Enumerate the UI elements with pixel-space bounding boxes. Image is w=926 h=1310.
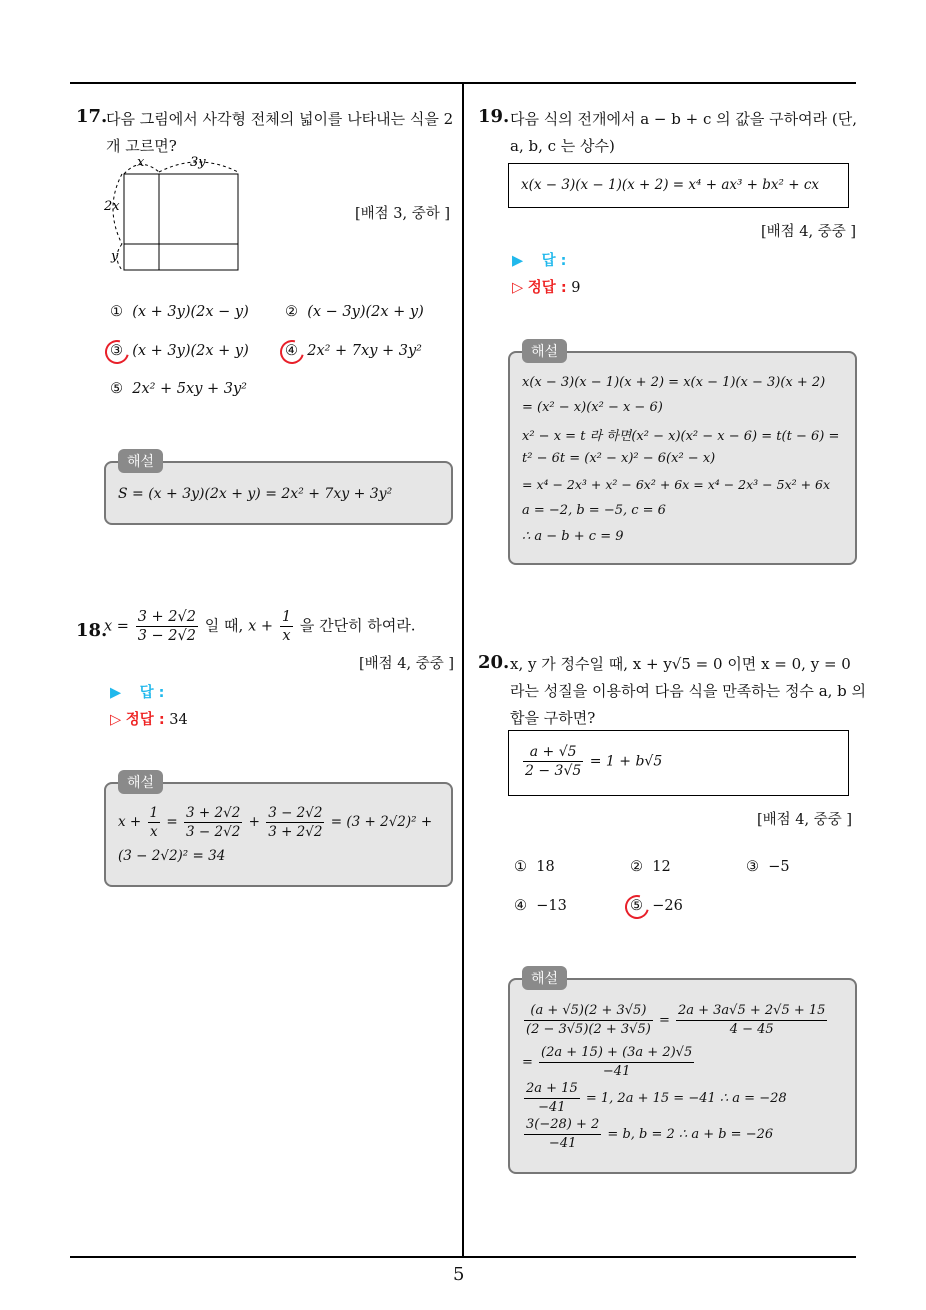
frac-den: 2 − 3√5 [525,763,582,779]
answer-label: 답 : [139,685,165,701]
explanation-box-18 [104,775,453,887]
frac-num: a + √5 [529,744,577,760]
choice-num: ③ [746,859,759,875]
explanation-line-7: ∴ a − b + c = 9 [522,529,624,544]
frac-num: 3 + 2√2 [137,609,197,625]
exp-one-over-x [148,804,161,841]
choice-expr: 2x² + 7xy + 3y² [307,343,422,359]
triangle-outline-icon: ▷ [512,280,524,296]
frac-den: −41 [539,1062,694,1081]
question-text-20-line2: 라는 성질을 이용하여 다음 식을 만족하는 정수 a, b 의 [510,682,867,700]
play-icon: ▶ [512,253,524,269]
figure-label-2x: 2x [104,199,120,214]
frac-den: x [280,626,293,645]
choice-num: ① [110,304,123,320]
q18-one-over-x [280,608,293,645]
box-fraction [523,743,583,780]
q18-expr-lead: x + [248,618,274,635]
correct-label: 정답 : [125,712,165,728]
exp-eq: = [658,1013,670,1028]
correct-line-19 [512,276,580,297]
explanation-tab: 해설 [118,770,163,794]
explanation-box-17 [104,454,453,525]
answer-circle-17-4 [276,336,309,369]
question-number-18: 18. [76,620,108,641]
exp-frac-left [524,1002,653,1039]
box-rhs: = 1 + b√5 [589,753,663,770]
q18-mid-text: 일 때, [204,616,244,635]
choice-expr: (x + 3y)(2x − y) [132,304,249,320]
question-number-20: 20. [478,652,510,673]
choice-17-4[interactable] [285,343,422,359]
choice-expr: (x − 3y)(2x + y) [307,304,424,320]
question-number-17: 17. [76,106,108,127]
question-text-17-line1: 다음 그림에서 사각형 전체의 넓이를 나타내는 식을 2 [106,110,454,128]
frac-den: 3 − 2√2 [186,824,241,840]
exp-frac2 [266,804,324,841]
correct-value: 34 [169,712,188,728]
exp-eq: = [166,814,178,830]
choice-expr: −5 [768,859,790,875]
frac-num: (2a + 15) + (3a + 2)√5 [541,1045,693,1060]
question-text-19-line1: 다음 식의 전개에서 a − b + c 의 값을 구하여라 (단, [510,110,857,128]
answer-label: 답 : [541,253,567,269]
exp-frac [524,1080,580,1117]
explanation-tab: 해설 [522,339,567,363]
equation-box-19 [508,163,849,208]
frac-den: −41 [524,1098,580,1117]
explanation-box-20 [508,971,857,1174]
choice-expr: (x + 3y)(2x + y) [132,343,249,359]
choice-20-3[interactable] [746,859,790,875]
explanation-line-6: a = −2, b = −5, c = 6 [522,503,666,518]
exp-eq: = [522,1055,533,1070]
exp-frac-right [676,1002,827,1039]
correct-label: 정답 : [527,280,567,296]
choice-num: ④ [285,343,298,359]
choice-17-1[interactable] [110,304,249,320]
exp-lead: x + [118,814,142,830]
question-text-19-line2: a, b, c 는 상수) [510,137,615,155]
choice-17-3[interactable] [110,343,249,359]
exp-tail: = (3 + 2√2)² + [330,814,433,830]
choice-20-1[interactable] [514,859,555,875]
bottom-rule [70,1256,856,1258]
explanation-line-2: = (x² − x)(x² − x − 6) [522,400,663,415]
choice-expr: 12 [652,859,671,875]
frac-num: 2a + 3a√5 + 2√5 + 15 [677,1003,826,1018]
frac-den: −41 [524,1134,601,1153]
frac-den: x [148,822,161,841]
question-text-18 [104,608,416,645]
choice-num: ② [630,859,643,875]
choice-expr: 18 [536,859,555,875]
explanation-tab: 해설 [118,449,163,473]
choice-20-4[interactable] [514,898,567,914]
explanation-line-1 [118,804,432,841]
answer-line-18[interactable] [110,681,164,702]
explanation-line-1 [522,1002,829,1039]
explanation-tab: 해설 [522,966,567,990]
question-text-20-line3: 합을 구하면? [510,709,596,727]
score-20: [배점 4, 중중 ] [756,812,852,828]
choice-20-2[interactable] [630,859,671,875]
explanation-line-3 [522,1080,787,1117]
explanation-line-2: (3 − 2√2)² = 34 [118,848,226,864]
rectangle-figure [100,150,250,275]
exp-frac [524,1116,601,1153]
frac-num: 1 [281,609,292,625]
q18-tail-text: 을 간단히 하여라. [299,616,416,635]
choice-num: ⑤ [630,898,643,914]
explanation-line-5: = x⁴ − 2x³ + x² − 6x² + 6x = x⁴ − 2x³ − 5x² + 6x [522,477,831,492]
column-divider [462,82,464,1257]
figure-label-3y: 3y [190,155,206,170]
choice-num: ④ [514,898,527,914]
correct-line-18 [110,708,188,729]
score-19: [배점 4, 중중 ] [760,224,856,240]
frac-num: 3 − 2√2 [268,805,323,821]
explanation-line-4 [522,1116,773,1153]
score-17: [배점 3, 중하 ] [354,206,450,222]
choice-num: ⑤ [110,381,123,397]
exp-plus: + [248,814,260,830]
score-18: [배점 4, 중중 ] [358,656,454,672]
frac-num: (a + √5)(2 + 3√5) [530,1003,647,1018]
choice-expr: 2x² + 5xy + 3y² [132,381,247,397]
exp-tail: = 1, 2a + 15 = −41 ∴ a = −28 [585,1091,787,1106]
explanation-line-2 [522,1044,696,1081]
frac-den: 3 − 2√2 [137,628,197,644]
explanation-line-3: x² − x = t 라 하면(x² − x)(x² − x − 6) = t(t − 6) = [522,429,840,444]
exp-tail: = b, b = 2 ∴ a + b = −26 [607,1127,774,1142]
exp-frac1 [184,804,242,841]
answer-circle-17-3 [101,336,134,369]
explanation-line-4: t² − 6t = (x² − x)² − 6(x² − x) [522,451,716,466]
play-icon: ▶ [110,685,122,701]
explanation-line: S = (x + 3y)(2x + y) = 2x² + 7xy + 3y² [118,486,393,502]
q18-fraction [136,608,198,645]
choice-17-5[interactable] [110,381,247,397]
figure-label-x: x [137,155,145,170]
question-number-19: 19. [478,106,510,127]
frac-num: 1 [149,805,159,821]
answer-line-19[interactable] [512,249,566,270]
figure-label-y: y [111,249,119,264]
explanation-box-19 [508,344,857,565]
equation-box-20 [508,730,849,796]
choice-expr: −26 [652,898,683,914]
question-text-20-line1: x, y 가 정수일 때, x + y√5 = 0 이면 x = 0, y = 0 [510,655,851,673]
choice-expr: −13 [536,898,567,914]
box-expression: x(x − 3)(x − 1)(x + 2) = x⁴ + ax³ + bx² + cx [521,177,820,193]
choice-17-2[interactable] [285,304,424,320]
question-text-17-line2: 개 고르면? [106,137,177,155]
answer-circle-20-5 [621,891,654,924]
choice-num: ③ [110,343,123,359]
frac-den: 3 + 2√2 [268,824,323,840]
triangle-outline-icon: ▷ [110,712,122,728]
choice-num: ① [514,859,527,875]
choice-num: ② [285,304,298,320]
box-equation [521,743,662,780]
frac-num: 2a + 15 [526,1081,578,1096]
explanation-line-1: x(x − 3)(x − 1)(x + 2) = x(x − 1)(x − 3)(x + 2) [522,375,826,390]
correct-value: 9 [571,280,581,296]
q18-x-eq: x = [104,618,129,635]
page-number: 5 [453,1264,465,1285]
frac-num: 3 + 2√2 [186,805,241,821]
frac-num: 3(−28) + 2 [526,1117,600,1132]
frac-den: 4 − 45 [676,1020,827,1039]
frac-den: (2 − 3√5)(2 + 3√5) [526,1022,651,1037]
exp-frac [539,1044,694,1081]
